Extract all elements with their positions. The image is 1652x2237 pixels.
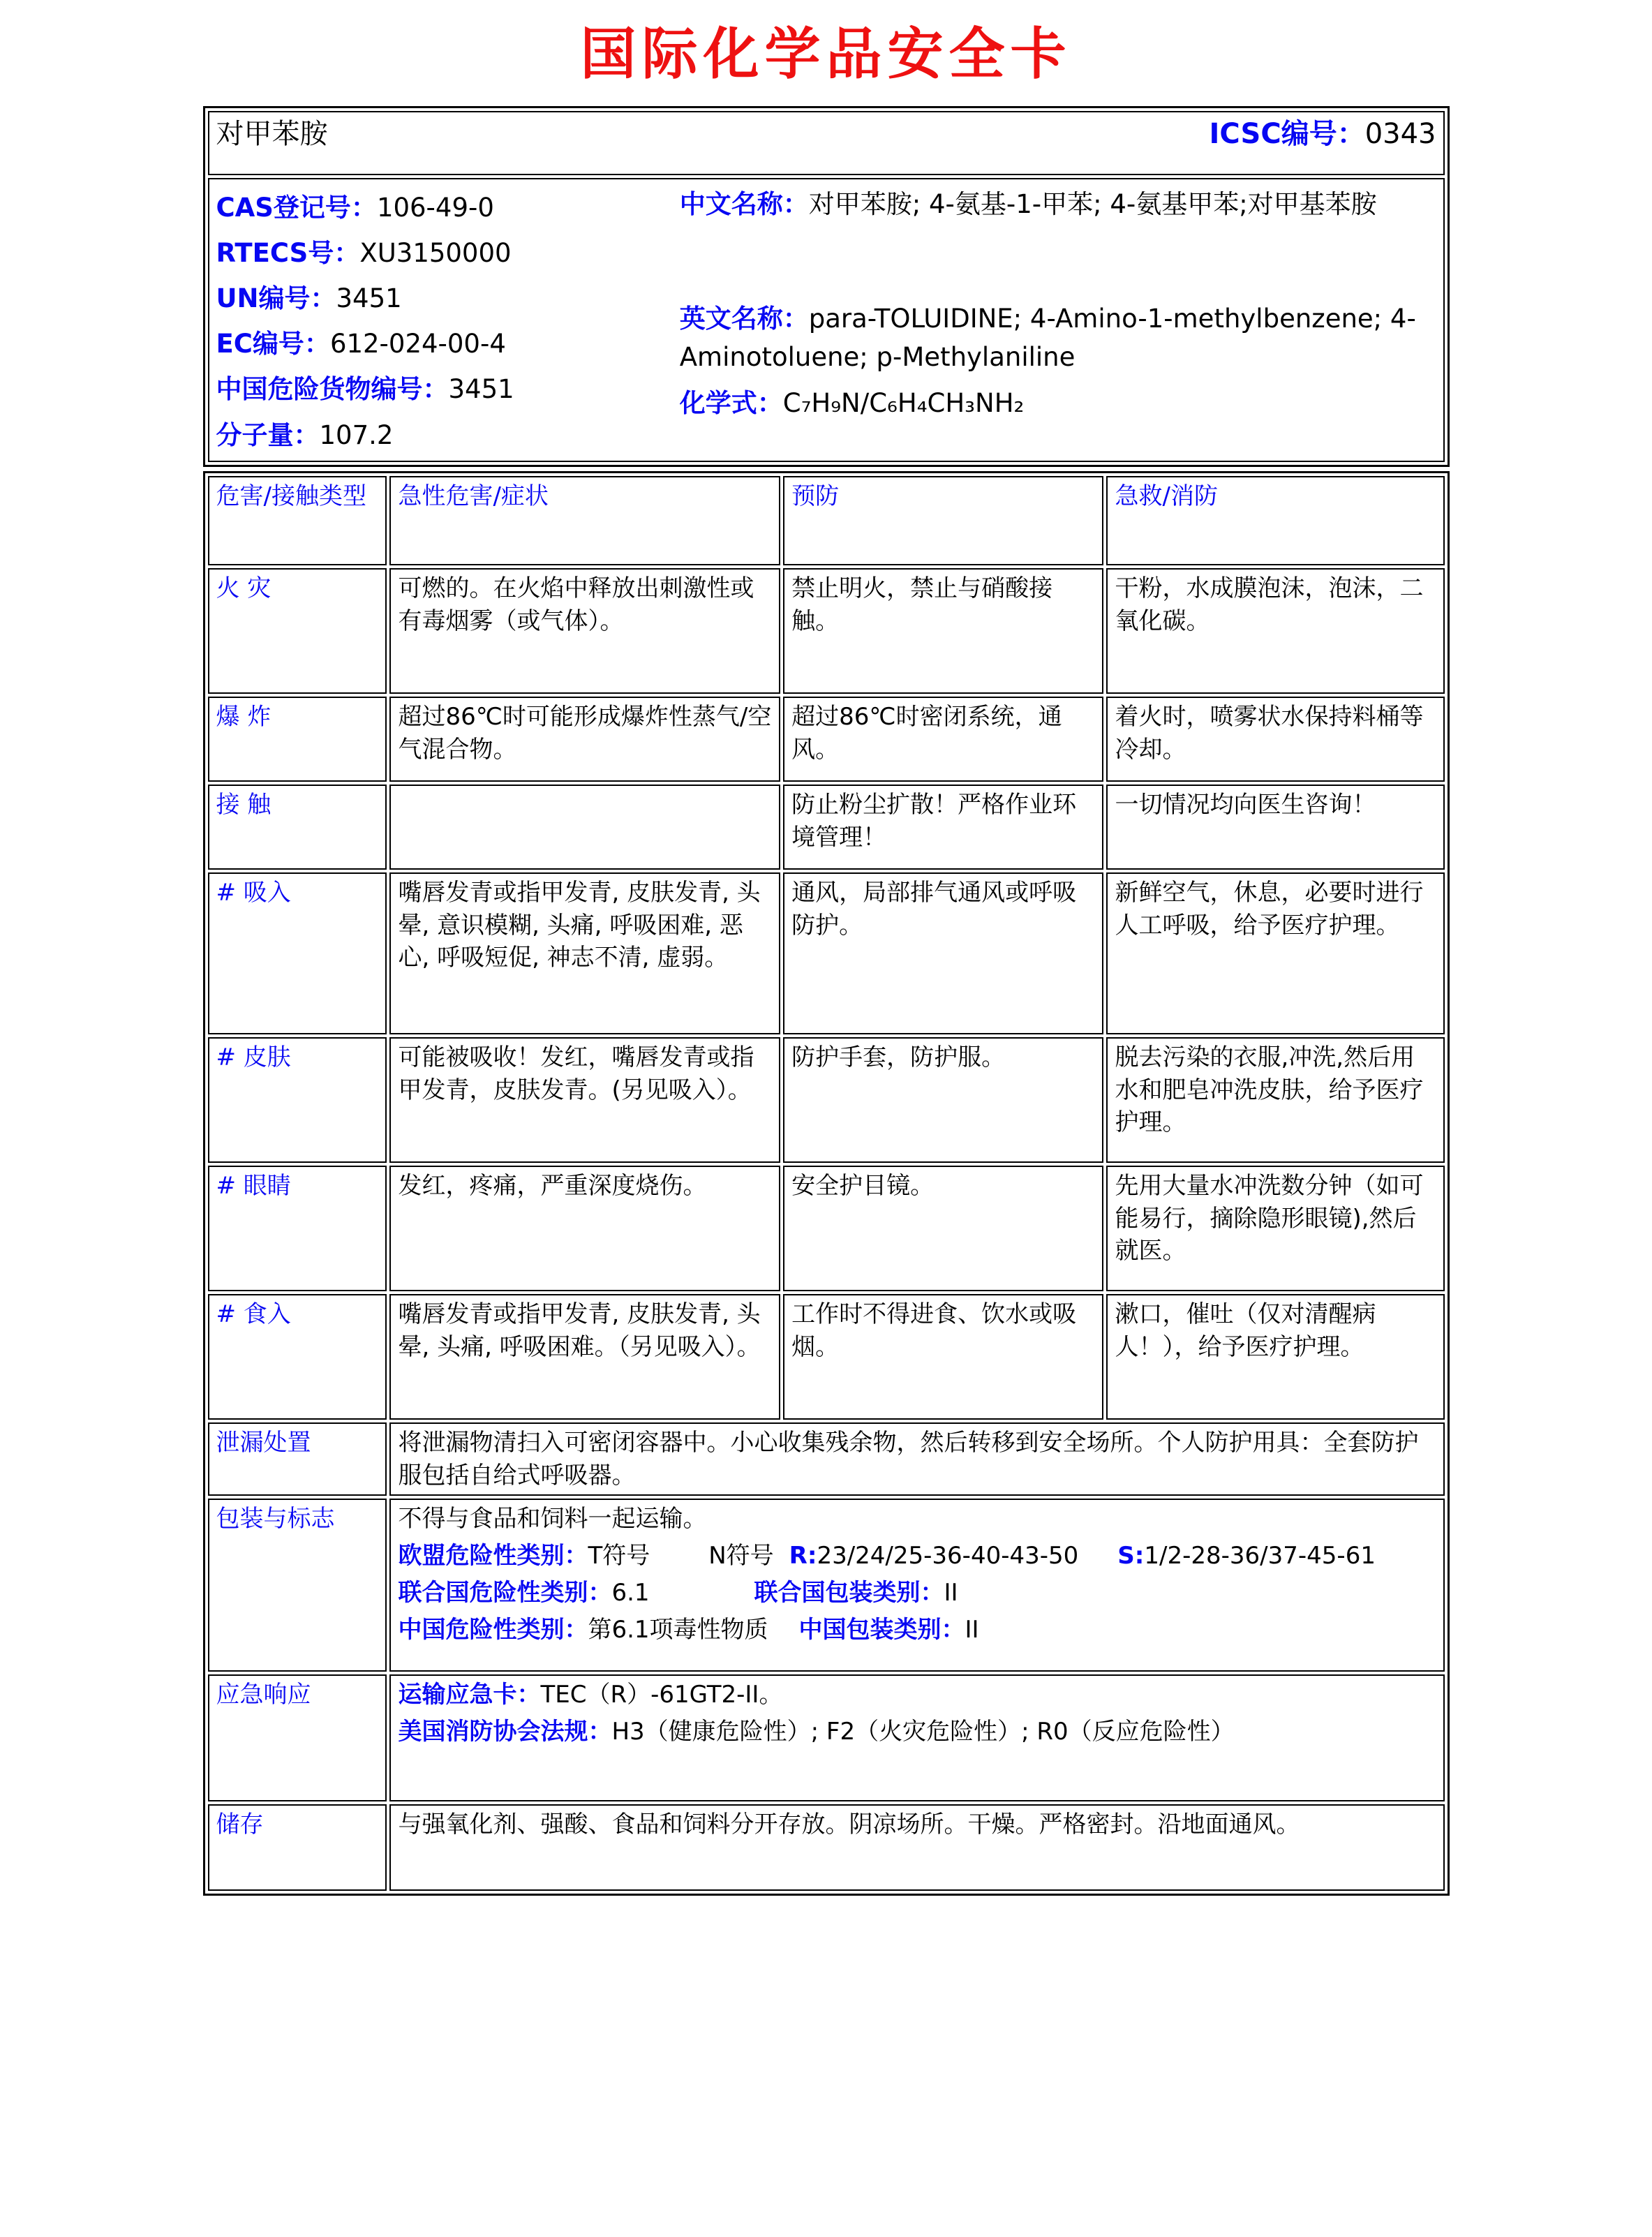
cn-pack-label: 中国包装类别： <box>798 1616 965 1644</box>
formula-label: 化学式： <box>679 387 783 418</box>
col-header-first-aid: 急救/消防 <box>1106 476 1444 565</box>
substance-header <box>216 115 1436 154</box>
explosion-first-aid: 着火时，喷雾状水保持料桶等冷却。 <box>1106 697 1444 782</box>
hazard-table <box>203 471 1450 1896</box>
chinese-name-label: 中文名称： <box>679 189 809 219</box>
hazard-row-ingestion <box>208 1294 1445 1420</box>
tec-value: TEC（R）-61GT2-II。 <box>540 1681 783 1709</box>
icsc-number-value: 0343 <box>1364 118 1436 150</box>
r-phrases-value: 23/24/25-36-40-43-50 <box>817 1542 1079 1570</box>
emergency-nfpa-line <box>398 1716 1436 1748</box>
hazard-row-exposure <box>208 785 1445 870</box>
row-label-inhalation: # 吸入 <box>208 872 387 1034</box>
explosion-prevention: 超过86℃时密闭系统，通风。 <box>783 697 1103 782</box>
storage-text: 与强氧化剂、强酸、食品和饲料分开存放。阴凉场所。干燥。严格密封。沿地面通风。 <box>389 1804 1444 1891</box>
ec-number-value: 612-024-00-4 <box>329 329 506 359</box>
cn-class-label: 中国危险性类别： <box>398 1616 588 1644</box>
molecular-weight-value: 107.2 <box>319 419 394 450</box>
page-title: 国际化学品安全卡 <box>580 22 1072 87</box>
hazard-row-eyes <box>208 1166 1445 1291</box>
formula-value: C₇H₉N/C₆H₄CH₃NH₂ <box>782 387 1025 418</box>
exposure-symptoms <box>389 785 780 870</box>
ec-number-line <box>216 321 680 366</box>
eu-symbol-t: T符号 <box>588 1542 650 1570</box>
explosion-symptoms: 超过86℃时可能形成爆炸性蒸气/空气混合物。 <box>389 697 780 782</box>
skin-prevention: 防护手套，防护服。 <box>783 1037 1103 1163</box>
un-number-line <box>216 276 680 321</box>
tec-label: 运输应急卡： <box>398 1681 541 1709</box>
cas-number-value: 106-49-0 <box>376 193 494 223</box>
row-label-eyes: # 眼睛 <box>208 1166 387 1291</box>
packaging-row <box>208 1499 1445 1672</box>
substance-header-cell <box>208 111 1445 175</box>
ingestion-first-aid: 漱口，催吐（仅对清醒病人！），给予医疗护理。 <box>1106 1294 1444 1420</box>
rtecs-number-label: RTECS号： <box>216 238 360 269</box>
substance-names <box>680 182 1436 458</box>
nfpa-value: H3（健康危险性）; F2（火灾危险性）; R0（反应危险性） <box>611 1718 1235 1746</box>
un-pack-label: 联合国包装类别： <box>754 1579 944 1607</box>
hazard-row-fire <box>208 568 1445 694</box>
s-phrases-value: 1/2-28-36/37-45-61 <box>1144 1542 1376 1570</box>
icsc-sheet <box>203 0 1450 1896</box>
registry-numbers <box>216 182 680 458</box>
eyes-first-aid: 先用大量水冲洗数分钟（如可能易行，摘除隐形眼镜),然后就医。 <box>1106 1166 1444 1291</box>
col-header-prevention: 预防 <box>783 476 1103 565</box>
un-number-value: 3451 <box>336 283 402 314</box>
cas-number-label: CAS登记号： <box>216 193 377 223</box>
eu-class-label: 欧盟危险性类别： <box>398 1542 588 1570</box>
rtecs-number-value: XU3150000 <box>359 238 512 269</box>
un-class-value: 6.1 <box>611 1579 650 1607</box>
cn-pack-value: II <box>965 1616 979 1644</box>
cn-class-value: 第6.1项毒性物质 <box>588 1616 768 1644</box>
emergency-tec-line <box>398 1679 1436 1711</box>
row-label-emergency: 应急响应 <box>208 1674 387 1801</box>
chinese-name-value: 对甲苯胺; 4-氨基-1-甲苯; 4-氨基甲苯;对甲基苯胺 <box>808 189 1377 219</box>
ingestion-prevention: 工作时不得进食、饮水或吸烟。 <box>783 1294 1103 1420</box>
identifiers-layout <box>216 182 1436 458</box>
skin-first-aid: 脱去污染的衣服,冲洗,然后用水和肥皂冲洗皮肤，给予医疗护理。 <box>1106 1037 1444 1163</box>
hazard-row-skin <box>208 1037 1445 1163</box>
inhalation-symptoms: 嘴唇发青或指甲发青, 皮肤发青, 头晕, 意识模糊, 头痛, 呼吸困难, 恶心, 呼吸短促, 神志不清, 虚弱。 <box>389 872 780 1034</box>
skin-symptoms: 可能被吸收！发红，嘴唇发青或指甲发青，皮肤发青。(另见吸入）。 <box>389 1037 780 1163</box>
spillage-text: 将泄漏物清扫入可密闭容器中。小心收集残余物，然后转移到安全场所。个人防护用具：全套防护服包括自给式呼吸器。 <box>389 1422 1444 1496</box>
row-label-storage: 储存 <box>208 1804 387 1891</box>
china-dg-number-label: 中国危险货物编号： <box>216 374 449 405</box>
packaging-eu-line <box>398 1540 1436 1573</box>
china-dg-number-value: 3451 <box>448 374 514 405</box>
icsc-number-field <box>1210 115 1436 154</box>
substance-header-row <box>208 111 1445 175</box>
row-label-skin: # 皮肤 <box>208 1037 387 1163</box>
rtecs-number-line <box>216 230 680 276</box>
row-label-fire: 火 灾 <box>208 568 387 694</box>
s-phrases-label: S: <box>1117 1542 1145 1570</box>
packaging-transport-note: 不得与食品和饲料一起运输。 <box>398 1505 707 1533</box>
inhalation-first-aid: 新鲜空气，休息，必要时进行人工呼吸，给予医疗护理。 <box>1106 872 1444 1034</box>
row-label-exposure: 接 触 <box>208 785 387 870</box>
packaging-content <box>389 1499 1444 1672</box>
english-name-label: 英文名称： <box>679 303 809 334</box>
row-label-ingestion: # 食入 <box>208 1294 387 1420</box>
ec-number-label: EC编号： <box>216 329 330 359</box>
row-label-explosion: 爆 炸 <box>208 697 387 782</box>
molecular-weight-label: 分子量： <box>216 419 320 450</box>
packaging-un-line <box>398 1577 1436 1610</box>
fire-first-aid: 干粉，水成膜泡沫，泡沫，二氧化碳。 <box>1106 568 1444 694</box>
english-name-value: para-TOLUIDINE; 4-Amino-1-methylbenzene; 4-Aminotoluene; p-Methylaniline <box>679 303 1416 372</box>
ingestion-symptoms: 嘴唇发青或指甲发青, 皮肤发青, 头晕, 头痛, 呼吸困难。（另见吸入）。 <box>389 1294 780 1420</box>
identification-table <box>203 106 1450 467</box>
cas-number-line <box>216 185 680 230</box>
english-name-block <box>680 299 1436 377</box>
eu-symbol-n: N符号 <box>708 1542 774 1570</box>
china-dg-number-line <box>216 366 680 412</box>
exposure-prevention: 防止粉尘扩散！严格作业环境管理！ <box>783 785 1103 870</box>
eyes-symptoms: 发红，疼痛，严重深度烧伤。 <box>389 1166 780 1291</box>
spillage-row <box>208 1422 1445 1496</box>
col-header-hazard-type: 危害/接触类型 <box>208 476 387 565</box>
identifiers-cell <box>208 178 1445 462</box>
packaging-cn-line <box>398 1614 1436 1647</box>
col-header-symptoms: 急性危害/症状 <box>389 476 780 565</box>
molecular-weight-line <box>216 413 680 458</box>
eyes-prevention: 安全护目镜。 <box>783 1166 1103 1291</box>
fire-prevention: 禁止明火，禁止与硝酸接触。 <box>783 568 1103 694</box>
hazard-row-explosion <box>208 697 1445 782</box>
row-label-spillage: 泄漏处置 <box>208 1422 387 1496</box>
identifiers-row <box>208 178 1445 462</box>
exposure-first-aid: 一切情况均向医生咨询！ <box>1106 785 1444 870</box>
hazard-header-row <box>208 476 1445 565</box>
hazard-row-inhalation <box>208 872 1445 1034</box>
icsc-number-label: ICSC编号： <box>1209 118 1365 150</box>
un-pack-value: II <box>944 1579 958 1607</box>
emergency-content <box>389 1674 1444 1801</box>
un-class-label: 联合国危险性类别： <box>398 1579 612 1607</box>
substance-name: 对甲苯胺 <box>216 118 328 150</box>
chinese-name-block <box>680 185 1436 224</box>
inhalation-prevention: 通风，局部排气通风或呼吸防护。 <box>783 872 1103 1034</box>
emergency-row <box>208 1674 1445 1801</box>
fire-symptoms: 可燃的。在火焰中释放出刺激性或有毒烟雾（或气体）。 <box>389 568 780 694</box>
row-label-packaging: 包装与标志 <box>208 1499 387 1672</box>
storage-row <box>208 1804 1445 1891</box>
un-number-label: UN编号： <box>216 283 336 314</box>
r-phrases-label: R: <box>789 1542 817 1570</box>
nfpa-label: 美国消防协会法规： <box>398 1718 612 1746</box>
formula-block <box>680 384 1436 423</box>
